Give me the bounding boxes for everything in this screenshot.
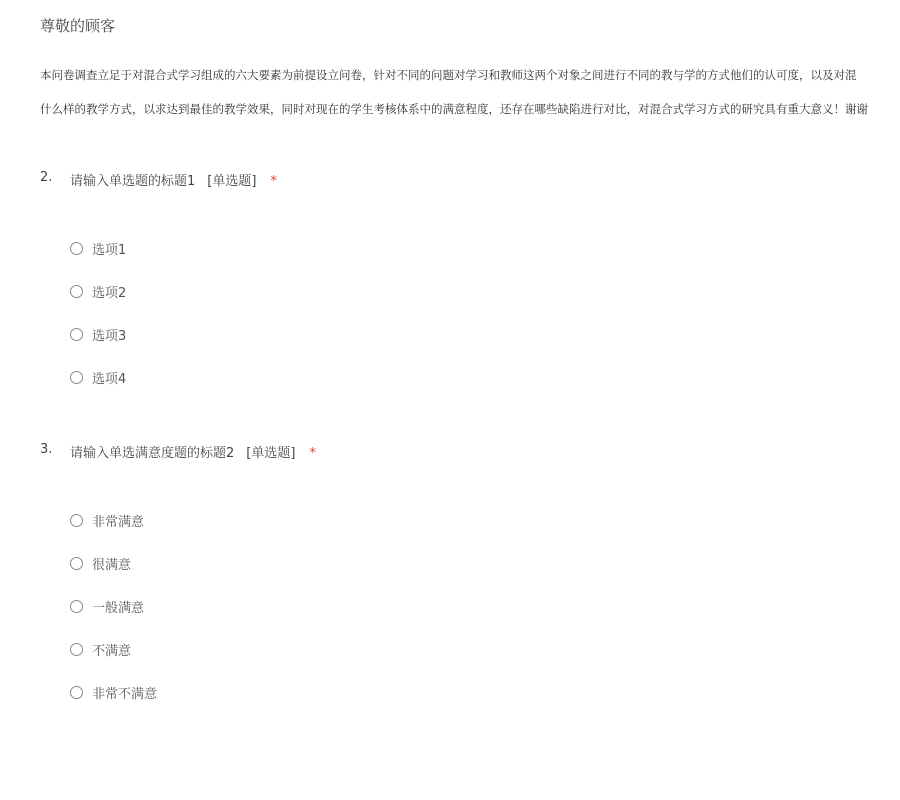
option-q3-4[interactable] xyxy=(70,639,131,659)
survey-greeting: 尊敬的顾客 xyxy=(40,17,116,35)
option-label: 不满意 xyxy=(92,643,132,659)
radio-button[interactable] xyxy=(70,557,83,570)
question-text: 请输入单选题的标题1 xyxy=(70,174,196,189)
question-text: 请输入单选满意度题的标题2 xyxy=(70,446,235,461)
required-marker: * xyxy=(309,446,316,461)
radio-button[interactable] xyxy=(70,242,83,255)
question-3 xyxy=(0,442,900,462)
required-marker: * xyxy=(270,174,277,189)
intro-line-1: 本问卷调查立足于对混合式学习组成的六大要素为前提设立问卷，针对不同的问题对学习和教师这两个对象之间进行不同的教与学的方式他们的认可度，以及对混 xyxy=(40,68,857,82)
question-type: [单选题] xyxy=(207,174,257,189)
option-q2-3[interactable] xyxy=(70,324,126,344)
option-q2-1[interactable] xyxy=(70,238,126,258)
option-label: 选项3 xyxy=(92,328,127,344)
radio-button[interactable] xyxy=(70,328,83,341)
intro-line-2: 什么样的教学方式，以求达到最佳的教学效果，同时对现在的学生考核体系中的满意程度，还存在哪些缺陷进行对比，对混合式学习方式的研究具有重大意义！谢谢 xyxy=(40,102,868,116)
option-label: 非常满意 xyxy=(92,514,145,530)
option-q3-5[interactable] xyxy=(70,682,157,702)
option-q3-1[interactable] xyxy=(70,510,144,530)
radio-button[interactable] xyxy=(70,285,83,298)
option-label: 非常不满意 xyxy=(92,686,158,702)
option-label: 选项1 xyxy=(92,242,127,258)
option-label: 很满意 xyxy=(92,557,132,573)
option-label: 选项4 xyxy=(92,371,127,387)
option-label: 一般满意 xyxy=(92,600,145,616)
radio-button[interactable] xyxy=(70,600,83,613)
radio-button[interactable] xyxy=(70,643,83,656)
question-title xyxy=(0,442,900,462)
radio-button[interactable] xyxy=(70,514,83,527)
question-number: 3. xyxy=(40,442,53,457)
survey-intro xyxy=(40,58,900,126)
question-number: 2. xyxy=(40,170,53,185)
question-text-wrap xyxy=(70,442,316,461)
option-q2-4[interactable] xyxy=(70,367,126,387)
option-q3-3[interactable] xyxy=(70,596,144,616)
question-type: [单选题] xyxy=(246,446,296,461)
question-title xyxy=(0,170,900,190)
option-q2-2[interactable] xyxy=(70,281,126,301)
radio-button[interactable] xyxy=(70,686,83,699)
option-label: 选项2 xyxy=(92,285,127,301)
question-2 xyxy=(0,170,900,190)
radio-button[interactable] xyxy=(70,371,83,384)
question-text-wrap xyxy=(70,170,277,189)
option-q3-2[interactable] xyxy=(70,553,131,573)
